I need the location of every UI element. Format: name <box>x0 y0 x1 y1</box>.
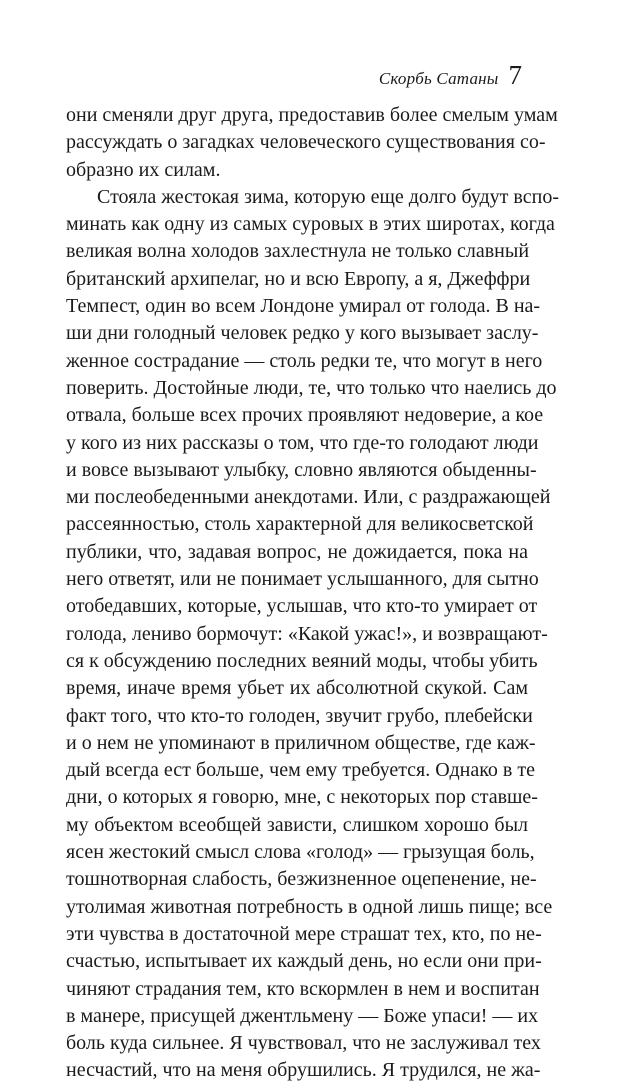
paragraph <box>66 184 559 1085</box>
text-line: поверить. Достойные люди, те, что только что наелись до <box>66 376 557 399</box>
text-line: женное сострадание — столь редки те, что могут в него <box>66 349 543 372</box>
text-line: ся к обсуждению последних веяний моды, чтобы убить <box>66 649 538 672</box>
text-line: ми послеобеденными анекдотами. Или, с раздражающей <box>66 486 551 509</box>
text-line: факт того, что кто-то голоден, звучит грубо, плебейски <box>66 704 533 727</box>
running-title: Скорбь Сатаны <box>378 69 499 88</box>
text-line: счастью, испытывает их каждый день, но если они при- <box>66 950 542 973</box>
text-line: отвала, больше всех прочих проявляют недоверие, а кое <box>66 404 544 427</box>
text-line: дни, о которых я говорю, мне, с некоторых пор ставше- <box>66 786 538 809</box>
text-line: ясен жестокий смысл слова «голод» — грызущая боль, <box>66 841 535 864</box>
text-line: ши дни голодный человек редко у кого вызывает заслу- <box>66 322 539 345</box>
text-line: Темпест, один во всем Лондоне умирал от голода. В на- <box>66 295 541 318</box>
text-line: и о нем не упоминают в приличном обществе, где каж- <box>66 731 536 754</box>
text-line: образно их силам. <box>66 158 221 181</box>
text-line: в манере, присущей джентльмену — Боже упаси! — их <box>66 1004 539 1027</box>
text-line: у кого из них рассказы о том, что где-то голодают люди <box>66 431 539 454</box>
body-text <box>66 102 559 1085</box>
text-line: они сменяли друг друга, предоставив более смелым умам <box>66 104 558 126</box>
page-header <box>379 62 522 89</box>
text-line: минать как одну из самых суровых в этих широтах, когда <box>66 213 555 236</box>
text-line: несчастий, что на меня обрушились. Я трудился, не жа- <box>66 1059 541 1082</box>
text-line: эти чувства в достаточной мере страшат тех, кто, по не- <box>66 922 542 945</box>
text-line: отобедавших, которые, услышав, что кто-то умирает от <box>66 595 538 618</box>
text-line: чиняют страдания тем, кто вскормлен в нем и воспитан <box>66 977 540 1000</box>
text-line: дый всегда ест больше, чем ему требуется. Однако в те <box>66 759 535 782</box>
text-line: боль куда сильнее. Я чувствовал, что не заслуживал тех <box>66 1032 541 1055</box>
paragraph <box>66 102 558 184</box>
text-line: голода, лениво бормочут: «Какой ужас!», и возвращают- <box>66 622 548 645</box>
text-line: рассуждать о загадках человеческого существования со- <box>66 131 546 154</box>
text-line: му объектом всеобщей зависти, слишком хорошо был <box>66 813 528 836</box>
page-number: 7 <box>508 60 522 90</box>
text-line: публики, что, задавая вопрос, не дожидается, пока на <box>66 540 528 563</box>
text-line: утолимая животная потребность в одной лишь пище; все <box>66 895 553 918</box>
text-line: великая волна холодов захлестнула не только славный <box>66 240 530 263</box>
text-line: и вовсе вызывают улыбку, словно являются обыденны- <box>66 458 537 481</box>
text-line: Стояла жестокая зима, которую еще долго будут вспо- <box>97 185 559 208</box>
text-line: время, иначе время убьет их абсолютной скукой. Сам <box>66 677 528 700</box>
text-line: него ответят, или не понимает услышанного, для сытно <box>66 568 539 591</box>
text-line: британский архипелаг, но и всю Европу, а я, Джеффри <box>66 267 531 290</box>
text-line: тошнотворная слабость, безжизненное оцепенение, не- <box>66 868 537 891</box>
text-line: рассеянностью, столь характерной для великосветской <box>66 513 534 536</box>
